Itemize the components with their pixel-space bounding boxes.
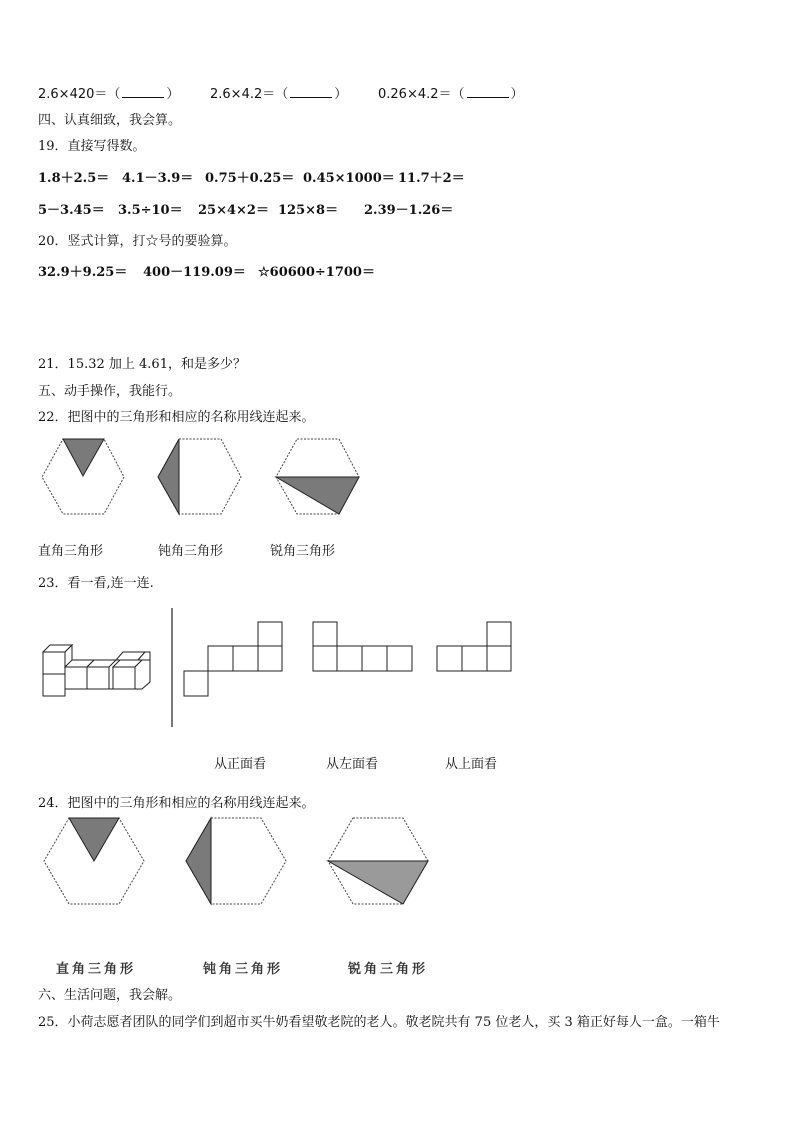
q24-title: 24．把图中的三角形和相应的名称用线连起来。 [38, 796, 315, 811]
q20-item: 400－119.09＝ [143, 265, 246, 280]
view-label-top: 从上面看 [445, 757, 498, 772]
q19-item: 25×4×2＝ [198, 203, 269, 218]
q22-title: 22．把图中的三角形和相应的名称用线连起来。 [38, 410, 315, 425]
section-6-heading: 六、生活问题，我会解。 [38, 988, 182, 1003]
q19-title: 19．直接写得数。 [38, 139, 146, 154]
q24-label-acute: 锐角三角形 [348, 962, 429, 977]
hexagon-acute-triangle [328, 818, 428, 904]
expr-3: 0.26×4.2＝（ ） [378, 87, 524, 102]
q19-item: 0.75＋0.25＝ [205, 171, 295, 186]
q19-item: 11.7＋2＝ [398, 171, 465, 186]
view-label-left: 从左面看 [326, 757, 379, 772]
section-4-heading: 四、认真细致，我会算。 [38, 113, 182, 128]
expr-1: 2.6×420＝（ ） [38, 87, 180, 102]
q19-item: 2.39－1.26＝ [364, 203, 454, 218]
hexagon-right-triangle [44, 818, 144, 904]
q20-item: ☆60600÷1700＝ [258, 265, 375, 280]
q25-text: 25．小荷志愿者团队的同学们到超市买牛奶看望敬老院的老人。敬老院共有 75 位老人，买 3 箱正好每人一盒。一箱牛 [38, 1015, 720, 1030]
expr-2: 2.6×4.2＝（ ） [210, 87, 348, 102]
q19-item: 5－3.45＝ [38, 203, 105, 218]
q19-item: 1.8＋2.5＝ [38, 171, 110, 186]
view-label-front: 从正面看 [214, 757, 267, 772]
q21-title: 21．15.32 加上 4.61，和是多少？ [38, 357, 246, 372]
q20-title: 20．竖式计算，打☆号的要验算。 [38, 234, 237, 249]
q22-label-acute: 锐角三角形 [270, 544, 336, 559]
section-5-heading: 五、动手操作，我能行。 [38, 384, 182, 399]
q24-label-right: 直角三角形 [56, 962, 137, 977]
q22-label-right: 直角三角形 [38, 544, 104, 559]
hexagon-obtuse-triangle [186, 818, 286, 904]
q23-title: 23．看一看,连一连. [38, 576, 154, 591]
q19-item: 125×8＝ [278, 203, 339, 218]
q19-item: 4.1－3.9＝ [122, 171, 194, 186]
q20-item: 32.9＋9.25＝ [38, 265, 128, 280]
q19-item: 3.5÷10＝ [118, 203, 183, 218]
q24-label-obtuse: 钝角三角形 [203, 962, 284, 977]
q19-item: 0.45×1000＝ [303, 171, 395, 186]
q22-label-obtuse: 钝角三角形 [158, 544, 224, 559]
